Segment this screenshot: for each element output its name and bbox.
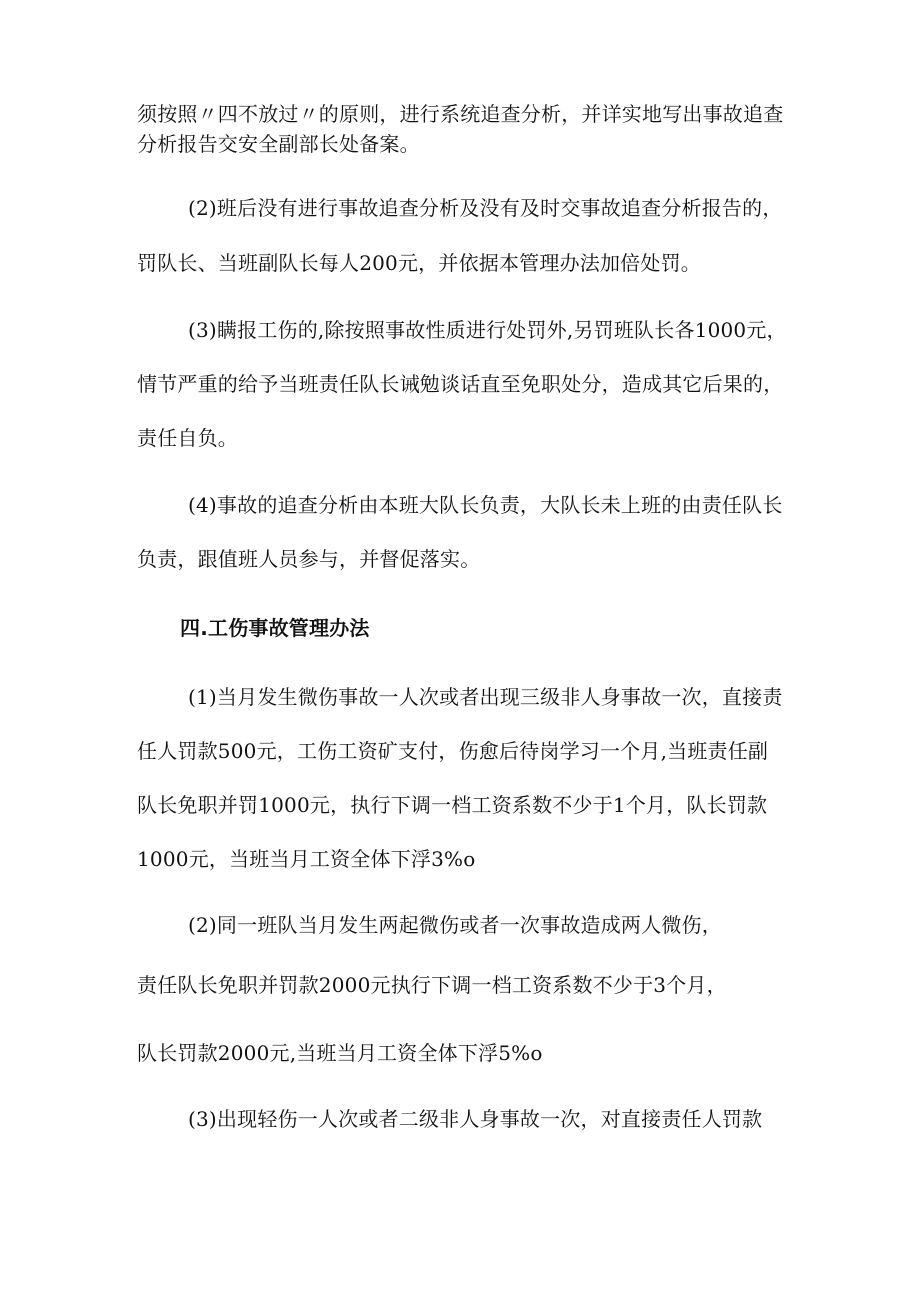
clause-2-line: (2)班后没有进行事故追查分析及没有及时交事故追查分析报告的， (188, 196, 783, 220)
paragraph-line: 任人罚款500元，工伤工资矿支付，伤愈后待岗学习一个月,当班责任副 (137, 739, 769, 763)
paragraph-line: 须按照〃四不放过〃的原则，进行系统追查分析，并详实地写出事故追查 (137, 102, 784, 126)
paragraph-line: 队长罚款2000元,当班当月工资全体下浮5%o (137, 1041, 543, 1065)
paragraph-line: 分析报告交安全副部长处备案。 (137, 132, 420, 156)
paragraph-line: 负责，跟值班人员参与，并督促落实。 (137, 547, 481, 571)
section-heading: 四.工伤事故管理办法 (180, 616, 370, 640)
clause-3-line: (3)瞒报工伤的,除按照事故性质进行处罚外,另罚班队长各1000元， (188, 318, 787, 342)
paragraph-line: 责任队长免职并罚款2000元执行下调一档工资系数不少于3个月， (137, 973, 727, 997)
paragraph-line: 队长免职并罚1000元，执行下调一档工资系数不少于1个月，队长罚款 (137, 793, 768, 817)
paragraph-line: 情节严重的给予当班责任队长诫勉谈话直至免职处分，造成其它后果的， (137, 372, 784, 396)
clause-3-line: (3)出现轻伤一人次或者二级非人身事故一次，对直接责任人罚款 (188, 1107, 763, 1131)
paragraph-line: 责任自负。 (137, 426, 238, 450)
clause-1-line: (1)当月发生微伤事故一人次或者出现三级非人身事故一次，直接责 (188, 685, 783, 709)
clause-2-line: (2)同一班队当月发生两起微伤或者一次事故造成两人微伤， (188, 913, 722, 937)
clause-4-line: (4)事故的追查分析由本班大队长负责，大队长未上班的由责任队长 (188, 493, 783, 517)
paragraph-line: 罚队长、当班副队长每人200元，并依据本管理办法加倍处罚。 (137, 251, 701, 275)
paragraph-line: 1000元，当班当月工资全体下浮3%o (137, 847, 476, 871)
